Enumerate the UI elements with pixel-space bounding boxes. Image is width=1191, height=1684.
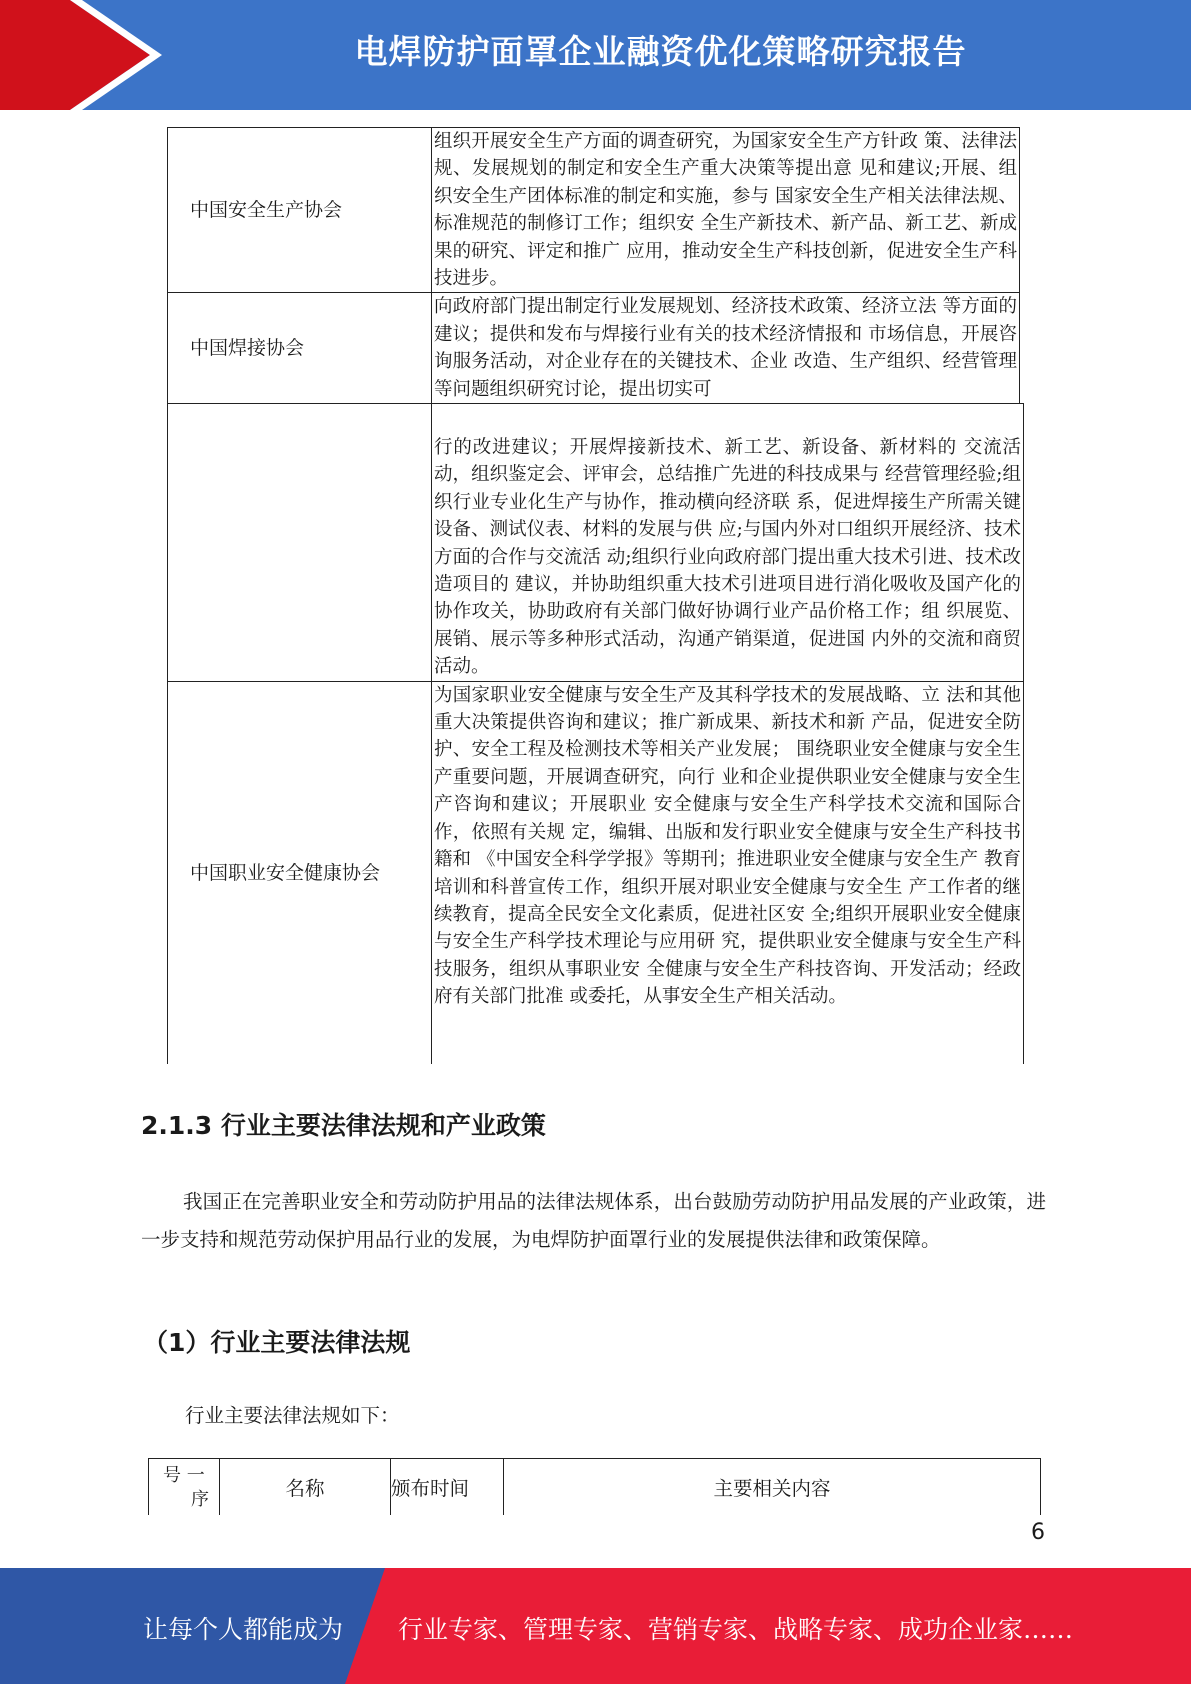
section-paragraph: 我国正在完善职业安全和劳动防护用品的法律法规体系，出台鼓励劳动防护用品发展的产业政策，进一步支持和规范劳动保护用品行业的发展，为电焊防护面罩行业的发展提供法律和政策保障。 xyxy=(141,1190,1046,1251)
table-row xyxy=(168,293,1020,404)
sub-heading: （1）行业主要法律法规 xyxy=(143,1328,411,1357)
content-column-header: 主要相关内容 xyxy=(504,1459,1041,1516)
org-name-cell: 中国焊接协会 xyxy=(168,293,432,404)
table-row xyxy=(168,128,1020,293)
seq-column-header xyxy=(149,1459,220,1516)
org-table-part-2 xyxy=(167,403,1024,1064)
page-number: 6 xyxy=(1031,1520,1045,1545)
footer-slogan-right: 行业专家、管理专家、营销专家、战略专家、成功企业家…… xyxy=(398,1615,1074,1644)
law-table xyxy=(148,1458,1041,1515)
org-name-cell: 中国安全生产协会 xyxy=(168,128,432,293)
footer-slogan-left: 让每个人都能成为 xyxy=(143,1615,344,1644)
org-desc-cell: 向政府部门提出制定行业发展规划、经济技术政策、经济立法 等方面的建议；提供和发布与焊接行业有关的技术经济情报和 市场信息，开展咨询服务活动，对企业存在的关键技术、企业 改造、生产组织、经营管理等问题组织研究讨论，提出切实可 xyxy=(432,293,1020,404)
table-row xyxy=(168,681,1024,1064)
seq-header-bottom: 序 xyxy=(191,1489,209,1510)
org-desc-cell: 行的改进建议；开展焊接新技术、新工艺、新设备、新材料的 交流活动，组织鉴定会、评审会，总结推广先进的科技成果与 经营管理经验;组织行业专业化生产与协作，推动横向经济联 系，促进焊接生产所需关键设备、测试仪表、材料的发展与供 应;与国内外对口组织开展经济、技术方面的合作与交流活 动;组织行业向政府部门提出重大技术引进、技术改造项目的 建议，并协助组织重大技术引进项目进行消化吸收及国产化的 协作攻关，协助政府有关部门做好协调行业产品价格工作；组 织展览、展销、展示等多种形式活动，沟通产销渠道，促进国 内外的交流和商贸活动。 xyxy=(432,404,1024,682)
org-name-cell xyxy=(168,404,432,682)
intro-text: 行业主要法律法规如下： xyxy=(185,1404,400,1427)
date-column-header: 颁布时间 xyxy=(391,1459,504,1516)
org-table-part-1 xyxy=(167,127,1020,404)
seq-header-top: 号 一 xyxy=(163,1465,205,1486)
table-header-row xyxy=(149,1459,1041,1516)
org-name-cell: 中国职业安全健康协会 xyxy=(168,681,432,1064)
org-desc-cell: 为国家职业安全健康与安全生产及其科学技术的发展战略、立 法和其他重大决策提供咨询和建议；推广新成果、新技术和新 产品，促进安全防护、安全工程及检测技术等相关产业发展； 围绕职业安全健康与安全生产重要问题，开展调查研究，向行 业和企业提供职业安全健康与安全生产咨询和建议；开展职业 安全健康与安全生产科学技术交流和国际合作，依照有关规 定，编辑、出版和发行职业安全健康与安全生产科技书籍和 《中国安全科学学报》等期刊；推进职业安全健康与安全生产 教育培训和科普宣传工作，组织开展对职业安全健康与安全生 产工作者的继续教育，提高全民安全文化素质，促进社区安 全;组织开展职业安全健康与安全生产科学技术理论与应用研 究，提供职业安全健康与安全生产科技服务，组织从事职业安 全健康与安全生产科技咨询、开发活动；经政府有关部门批准 或委托，从事安全生产相关活动。 xyxy=(432,681,1024,1064)
name-column-header: 名称 xyxy=(220,1459,391,1516)
page-footer xyxy=(0,1568,1191,1684)
table-row xyxy=(168,404,1024,682)
section-heading: 2.1.3 行业主要法律法规和产业政策 xyxy=(141,1111,546,1140)
page-header xyxy=(0,0,1191,110)
report-title: 电焊防护面罩企业融资优化策略研究报告 xyxy=(354,32,967,71)
org-desc-cell: 组织开展安全生产方面的调查研究，为国家安全生产方针政 策、法律法规、发展规划的制定和安全生产重大决策等提出意 见和建议;开展、组织安全生产团体标准的制定和实施，参与 国家安全生产相关法律法规、标准规范的制修订工作；组织安 全生产新技术、新产品、新工艺、新成果的研究、评定和推广 应用，推动安全生产科技创新，促进安全生产科技进步。 xyxy=(432,128,1020,293)
